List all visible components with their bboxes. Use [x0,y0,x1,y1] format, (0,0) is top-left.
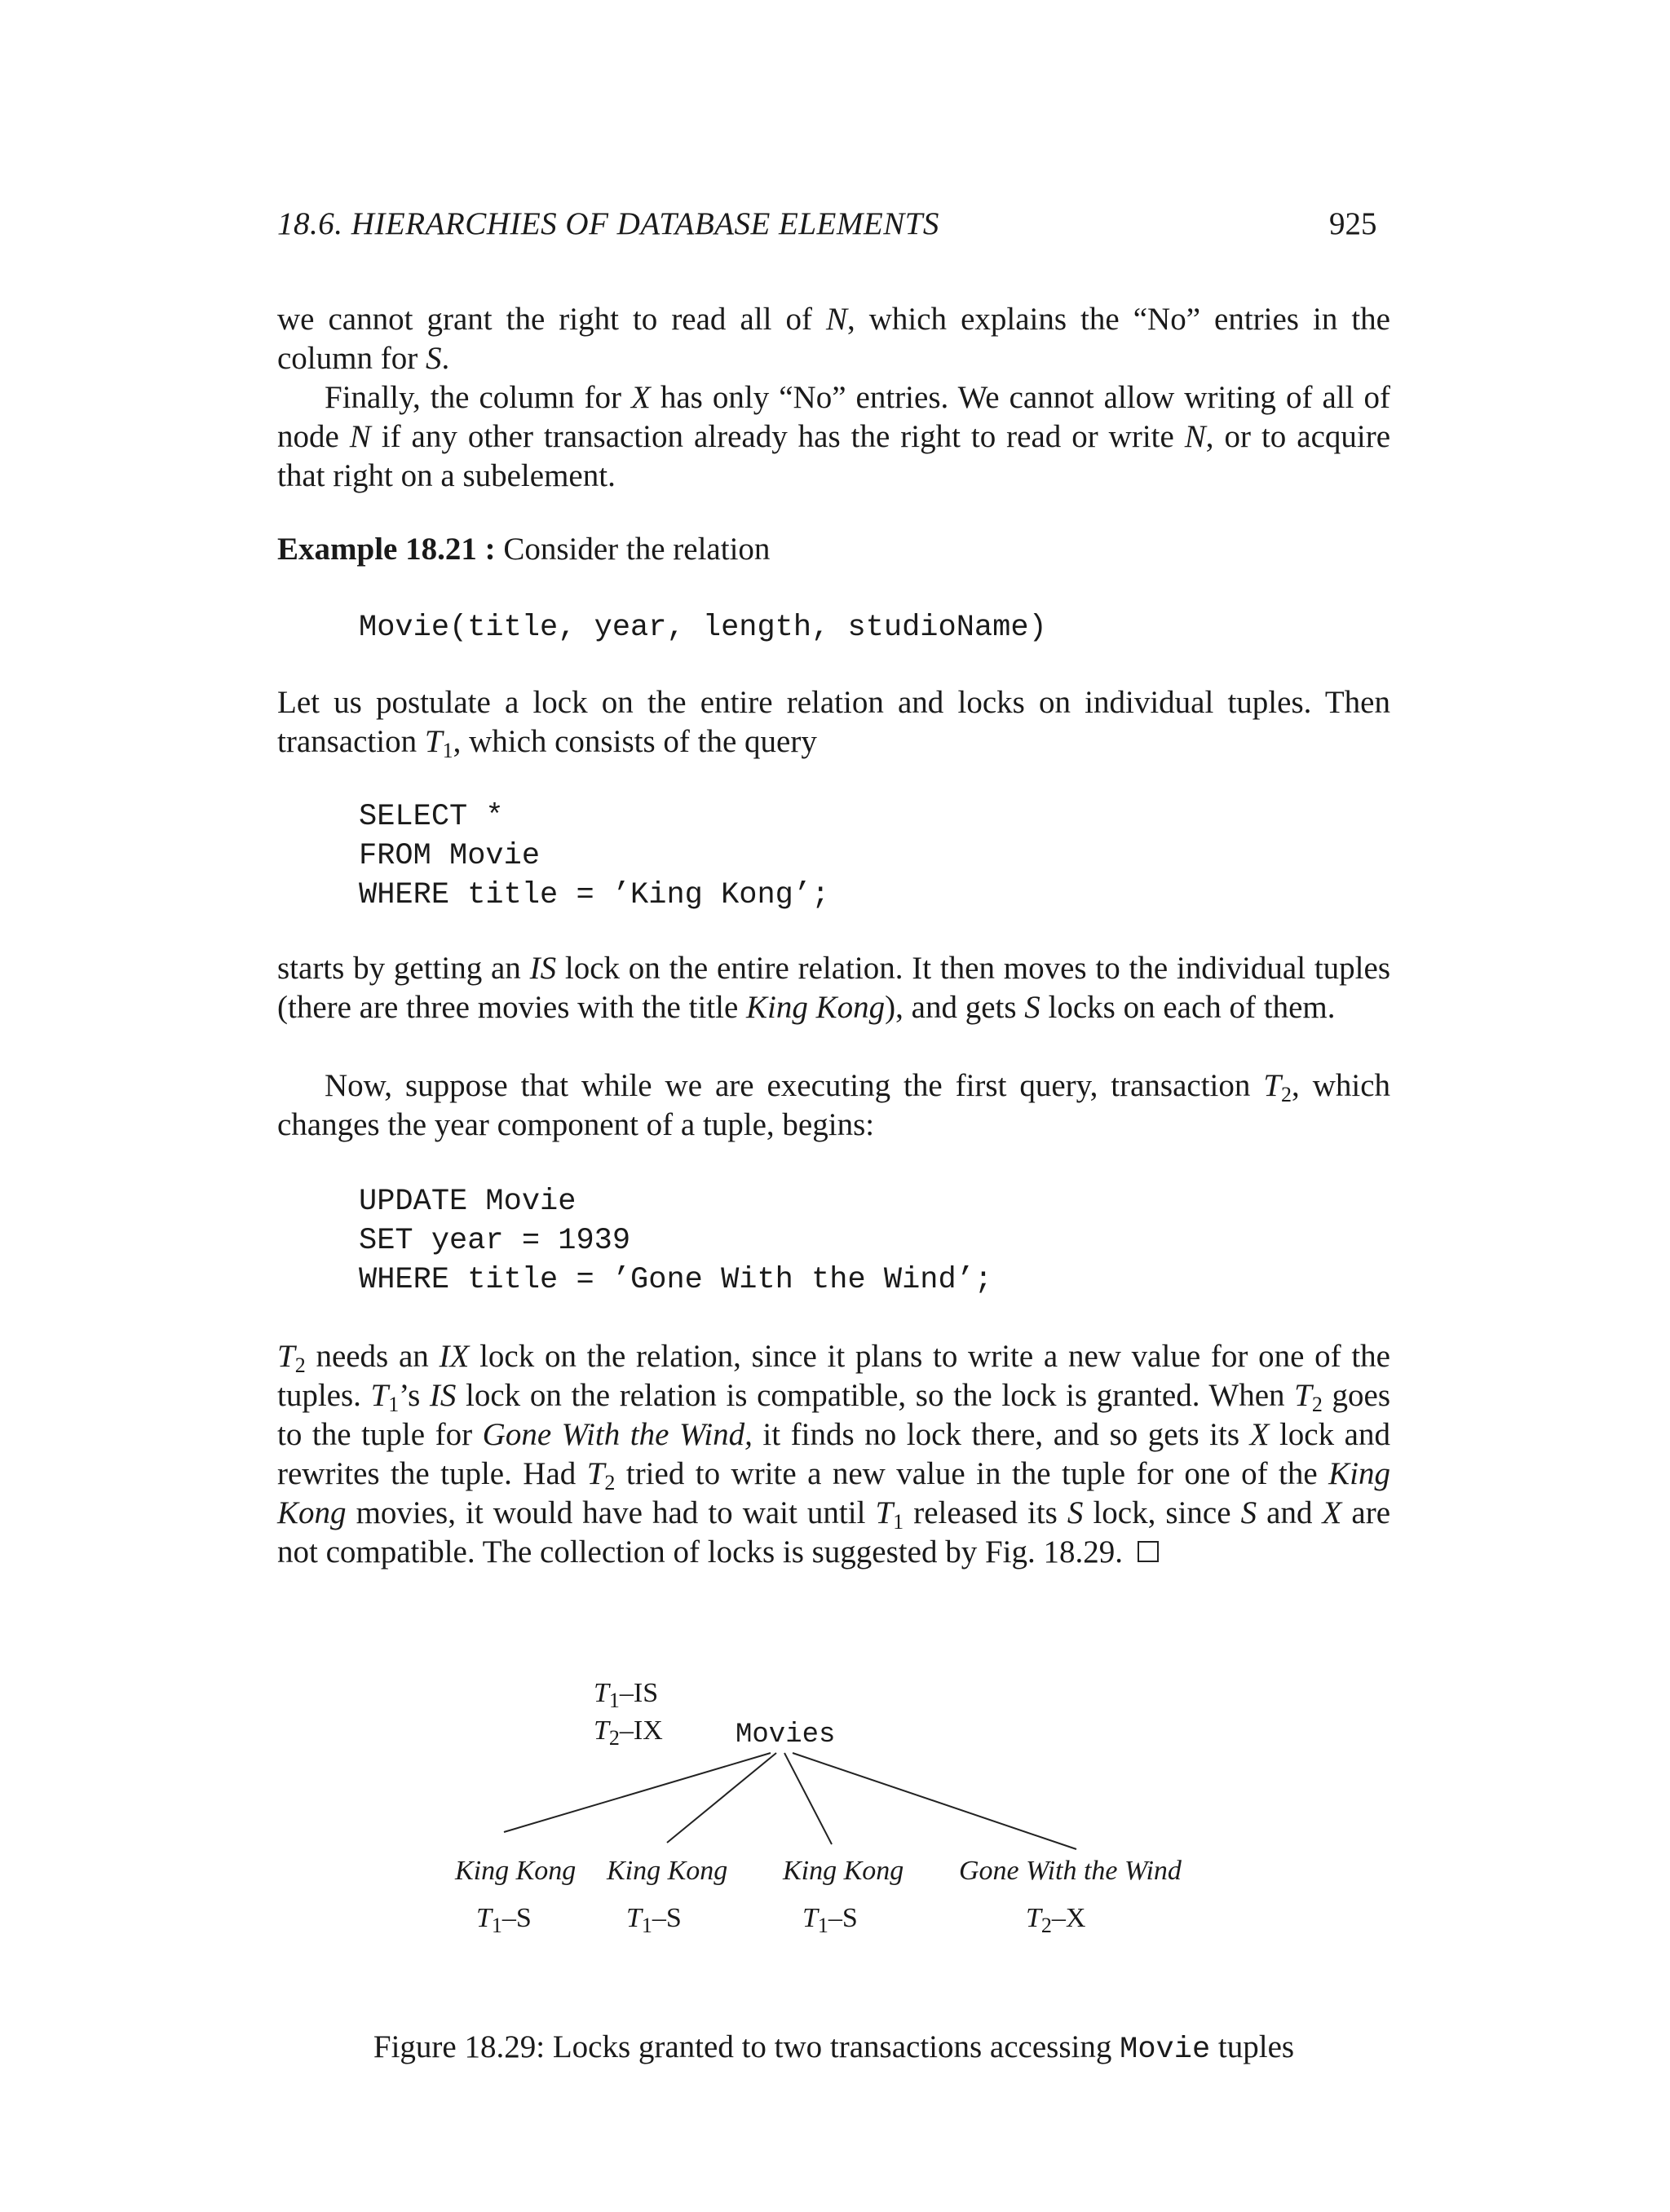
code-line: WHERE title = ’Gone With the Wind’; [359,1263,993,1297]
code-line: WHERE title = ’King Kong’; [359,878,830,912]
paragraph-4: starts by getting an IS lock on the entire relation. It then moves to the individual tuples (there are three movies with the title King Kong), and gets S locks on each of them. [277,951,1391,1025]
page-number: 925 [1329,206,1377,241]
tuple-lock-label: $T_1-S$ [476,1903,532,1937]
code-line: SET year = 1939 [359,1224,631,1258]
tuple-node-gone-with-the-wind: Gone With the Wind [959,1856,1182,1886]
root-node-movies: Movies [736,1720,836,1751]
tuple-lock-label: $T_1-S$ [802,1903,858,1937]
edge-movies-kingkong-3 [784,1753,832,1844]
running-header: 18.6. HIERARCHIES OF DATABASE ELEMENTS [277,206,939,241]
paragraph-2: Finally, the column for X has only “No” entries. We cannot allow writing of all of node N if any other transaction already has the right to read or write N, or to acquire that right on a subelement. [277,380,1391,493]
paragraph-6: $T_2$ needs an IX lock on the relation, since it plans to write a new value for one of the tuples. $T_1’s$ IS lock on the relation is compatible, so the lock is granted. When $T_2$ goes to the tuple for Gone With the Wind, it finds no lock there, and so gets its X lock and rewrites the tuple. Had $T_2$ tried to write a new value in the tuple for one of the King Kong movies, it would have had to wait until $T_1$ released its S lock, since S and X are not compatible. The collection of locks is suggested by Fig. 18.29. [277,1339,1391,1570]
edge-movies-kingkong-1 [504,1753,771,1832]
example-heading: Example 18.21 : Consider the relation [277,532,771,567]
figure-caption: Figure 18.29: Locks granted to two transactions accessing Movie tuples [373,2029,1295,2067]
paragraph-5: Now, suppose that while we are executing the first query, transaction $T_2$, which changes the year component of a tuple, begins: [277,1068,1391,1142]
code-line: FROM Movie [359,839,541,873]
tuple-lock-label: $T_2-X$ [1026,1903,1086,1937]
edge-movies-kingkong-2 [667,1753,776,1843]
tuple-node-king-kong: King Kong [783,1856,904,1886]
tuple-node-king-kong: King Kong [607,1856,728,1886]
tuple-node-king-kong: King Kong [455,1856,577,1886]
code-line: UPDATE Movie [359,1185,577,1219]
root-lock-t2: $T_2-IX$ [594,1715,663,1750]
paragraph-1: we cannot grant the right to read all of N, which explains the “No” entries in the column for S. [277,302,1390,376]
tuple-lock-label: $T_1-S$ [626,1903,682,1937]
code-relation-schema: Movie(title, year, length, studioName) [359,611,1047,645]
root-lock-t1: $T_1-IS$ [594,1678,659,1712]
code-line: SELECT * [359,800,504,834]
paragraph-3: Let us postulate a lock on the entire relation and locks on individual tuples. Then transaction $T_1$, which consists of the query [277,685,1390,762]
edge-movies-gone-with-the-wind [793,1753,1076,1849]
example-label: Example 18.21 : [277,532,496,567]
